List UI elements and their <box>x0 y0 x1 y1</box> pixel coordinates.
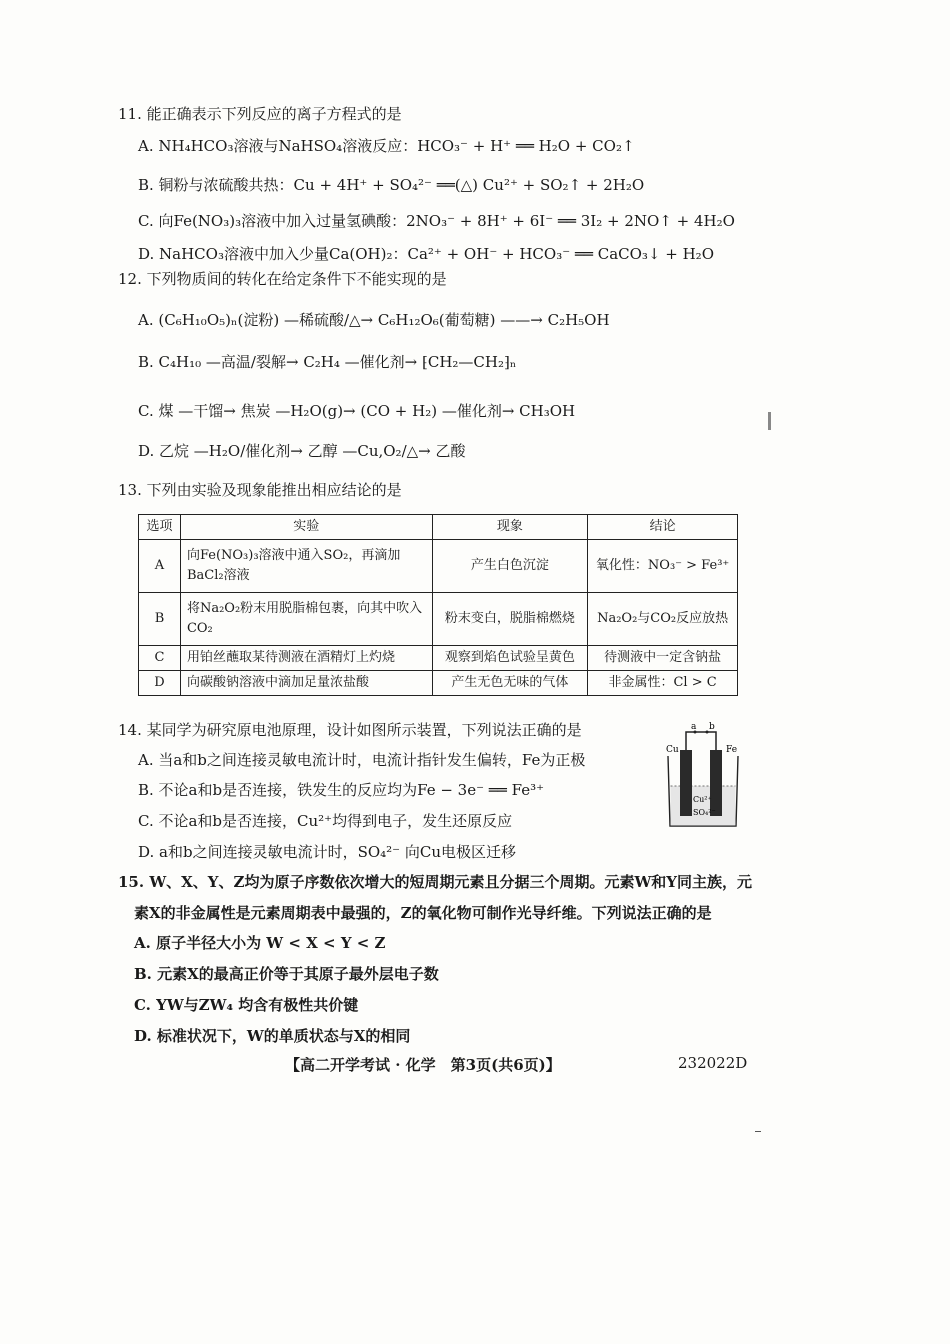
q15-stem-line2: 素X的非金属性是元素周期表中最强的，Z的氧化物可制作光导纤维。下列说法正确的是 <box>134 904 712 922</box>
table-header-cell: 结论 <box>588 515 738 540</box>
q12-option-d: D. 乙烷 —H₂O/催化剂→ 乙醇 —Cu,O₂/△→ 乙酸 <box>138 442 466 460</box>
q13-stem: 13. 下列由实验及现象能推出相应结论的是 <box>118 481 402 499</box>
table-cell: 产生白色沉淀 <box>432 540 588 593</box>
q11-stem: 11. 能正确表示下列反应的离子方程式的是 <box>118 105 402 123</box>
q15-stem-line1: 15. W、X、Y、Z均为原子序数依次增大的短周期元素且分据三个周期。元素W和Y同主族，元 <box>118 873 753 891</box>
table-cell: 向碳酸钠溶液中滴加足量浓盐酸 <box>180 671 432 696</box>
wire <box>686 732 716 752</box>
table-row <box>139 671 738 696</box>
scan-dash-mark <box>755 1131 761 1132</box>
table-cell: C <box>139 646 181 671</box>
q12-stem: 12. 下列物质间的转化在给定条件下不能实现的是 <box>118 270 447 288</box>
copper-electrode <box>680 750 692 816</box>
label-b: b <box>709 722 715 732</box>
q12-option-a: A. (C₆H₁₀O₅)ₙ(淀粉) —稀硫酸/△→ C₆H₁₂O₆(葡萄糖) ——→ C₂H₅OH <box>138 311 610 329</box>
scan-edge-mark <box>768 412 771 430</box>
q14-stem: 14. 某同学为研究原电池原理，设计如图所示装置，下列说法正确的是 <box>118 721 582 739</box>
label-fe: Fe <box>726 745 738 755</box>
label-a: a <box>691 722 697 732</box>
q15-option-b: B. 元素X的最高正价等于其原子最外层电子数 <box>134 965 439 983</box>
q11-option-a: A. NH₄HCO₃溶液与NaHSO₄溶液反应：HCO₃⁻ + H⁺ ══ H₂O + CO₂↑ <box>138 137 635 155</box>
table-cell: D <box>139 671 181 696</box>
iron-electrode <box>710 750 722 816</box>
q15-option-a: A. 原子半径大小为 W < X < Y < Z <box>134 934 386 952</box>
table-cell: 氧化性：NO₃⁻ > Fe³⁺ <box>588 540 738 593</box>
table-cell: 待测液中一定含钠盐 <box>588 646 738 671</box>
table-cell: 向Fe(NO₃)₃溶液中通入SO₂，再滴加BaCl₂溶液 <box>180 540 432 593</box>
table-row <box>139 540 738 593</box>
exam-code: 232022D <box>678 1054 748 1072</box>
table-cell: 非金属性：Cl > C <box>588 671 738 696</box>
table-header-cell: 实验 <box>180 515 432 540</box>
q15-option-c: C. YW与ZW₄ 均含有极性共价键 <box>134 996 359 1014</box>
table-cell: 用铂丝蘸取某待测液在酒精灯上灼烧 <box>180 646 432 671</box>
q11-option-d: D. NaHCO₃溶液中加入少量Ca(OH)₂：Ca²⁺ + OH⁻ + HCO₃⁻ ══ CaCO₃↓ + H₂O <box>138 245 714 263</box>
q12-option-b: B. C₄H₁₀ —高温/裂解→ C₂H₄ —催化剂→ ⁅CH₂—CH₂⁆ₙ <box>138 353 517 371</box>
q14-option-c: C. 不论a和b是否连接，Cu²⁺均得到电子，发生还原反应 <box>138 812 513 830</box>
q14-option-a: A. 当a和b之间连接灵敏电流计时，电流计指针发生偏转，Fe为正极 <box>138 751 586 769</box>
q15-option-d: D. 标准状况下，W的单质状态与X的相同 <box>134 1027 411 1045</box>
table-row <box>139 593 738 646</box>
q11-option-b: B. 铜粉与浓硫酸共热：Cu + 4H⁺ + SO₄²⁻ ══(△) Cu²⁺ + SO₂↑ + 2H₂O <box>138 176 645 194</box>
q11-option-c: C. 向Fe(NO₃)₃溶液中加入过量氢碘酸：2NO₃⁻ + 8H⁺ + 6I⁻ ══ 3I₂ + 2NO↑ + 4H₂O <box>138 212 735 230</box>
page-footer: 【高二开学考试 · 化学 第3页(共6页)】 <box>285 1056 561 1074</box>
label-sulfate-ion: SO₄²⁻ <box>693 808 716 817</box>
q12-option-c: C. 煤 —干馏→ 焦炭 —H₂O(g)→ (CO + H₂) —催化剂→ CH₃OH <box>138 402 576 420</box>
table-header-cell: 现象 <box>432 515 588 540</box>
table-cell: 粉末变白，脱脂棉燃烧 <box>432 593 588 646</box>
table-cell: B <box>139 593 181 646</box>
table-header-cell: 选项 <box>139 515 181 540</box>
q14-option-d: D. a和b之间连接灵敏电流计时，SO₄²⁻ 向Cu电极区迁移 <box>138 843 516 861</box>
table-cell: Na₂O₂与CO₂反应放热 <box>588 593 738 646</box>
table-cell: A <box>139 540 181 593</box>
label-cu: Cu <box>666 745 679 755</box>
q14-option-b: B. 不论a和b是否连接，铁发生的反应均为Fe − 3e⁻ ══ Fe³⁺ <box>138 781 545 799</box>
galvanic-cell-diagram <box>662 722 746 832</box>
table-row <box>139 646 738 671</box>
table-cell: 观察到焰色试验呈黄色 <box>432 646 588 671</box>
q13-table <box>138 514 738 696</box>
label-cu-ion: Cu²⁺ <box>693 795 712 804</box>
table-cell: 产生无色无味的气体 <box>432 671 588 696</box>
table-header-row <box>139 515 738 540</box>
table-cell: 将Na₂O₂粉末用脱脂棉包裹，向其中吹入CO₂ <box>180 593 432 646</box>
